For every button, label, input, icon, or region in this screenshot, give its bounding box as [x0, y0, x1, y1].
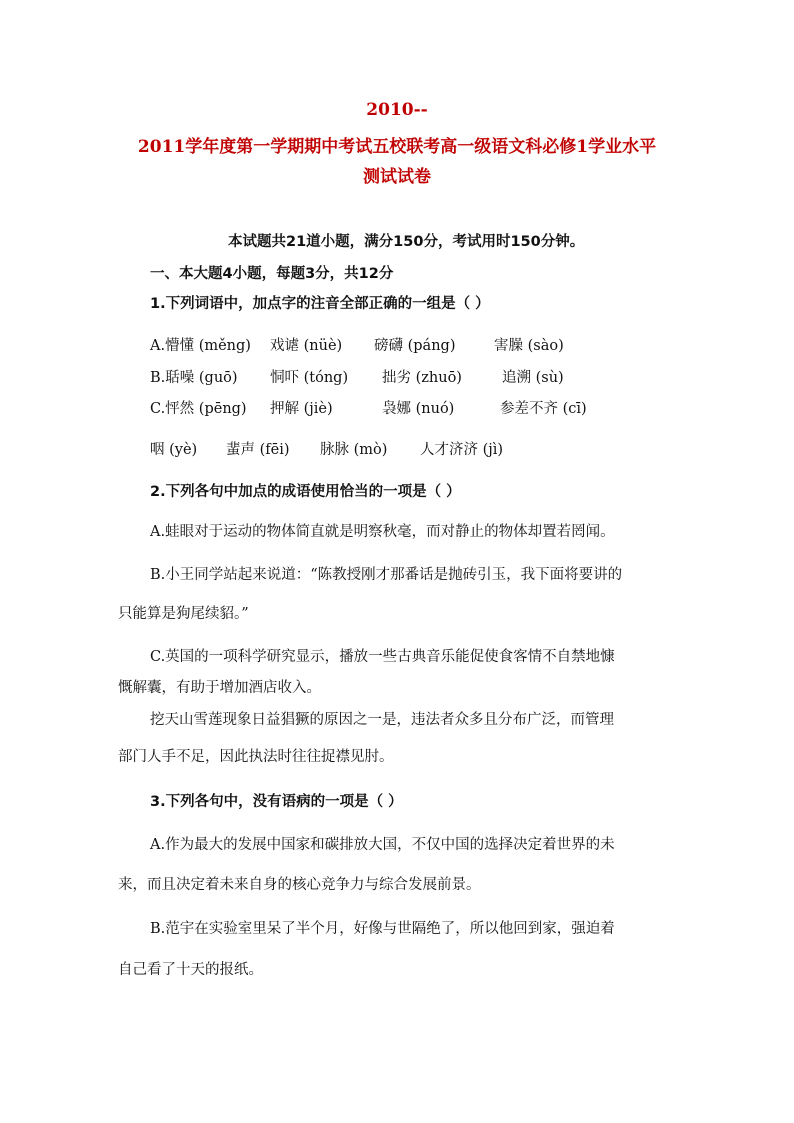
option-item: 押解 (jiè) [270, 401, 333, 417]
exam-title-line2: 2011学年度第一学期期中考试五校联考高一级语文科必修1学业水平 [137, 137, 657, 157]
exam-title-line3: 测试试卷 [363, 167, 431, 187]
exam-title-line1: 2010-- [366, 100, 428, 120]
option-item: 拙劣 (zhuō) [382, 370, 462, 386]
option-item: 人才济济 (jì) [420, 442, 504, 458]
question-2-option-c: C.英国的一项科学研究显示，播放一些古典音乐能促使食客情不自禁地慷 [150, 649, 615, 665]
option-item: 恫吓 (tóng) [270, 370, 349, 386]
question-1-stem: 1.下列词语中，加点字的注音全部正确的一组是（ ） [150, 296, 490, 312]
option-item: C.怦然 (pēng) [150, 401, 247, 417]
option-item: 追溯 (sù) [502, 370, 564, 386]
question-2-option-b: B.小王同学站起来说道：“陈教授刚才那番话是抛砖引玉，我下面将要讲的 [150, 567, 623, 583]
option-item: 脉脉 (mò) [320, 442, 388, 458]
question-2-option-a: A.蛙眼对于运动的物体简直就是明察秋毫，而对静止的物体却置若罔闻。 [150, 524, 615, 540]
question-3-option-a: A.作为最大的发展中国家和碳排放大国，不仅中国的选择决定着世界的未 [150, 837, 615, 853]
option-item: A.懵懂 (měng) [150, 338, 251, 354]
question-3-option-b-cont: 自己看了十天的报纸。 [118, 962, 263, 978]
option-item: B.聒噪 (guō) [150, 370, 238, 386]
question-3-option-a-cont: 来，而且决定着未来自身的核心竞争力与综合发展前景。 [118, 877, 481, 893]
question-3-stem: 3.下列各句中，没有语病的一项是（ ） [150, 794, 403, 810]
question-3-option-b: B.范宇在实验室里呆了半个月，好像与世隔绝了，所以他回到家，强迫着 [150, 921, 615, 937]
option-item: 害臊 (sào) [494, 338, 564, 354]
option-item: 磅礴 (páng) [374, 338, 456, 354]
option-item: 戏谑 (nüè) [270, 338, 343, 354]
question-2-stem: 2.下列各句中加点的成语使用恰当的一项是（ ） [150, 484, 461, 500]
question-2-option-b-cont: 只能算是狗尾续貂。” [118, 606, 249, 622]
option-item: 咽 (yè) [150, 442, 198, 458]
question-2-option-d: 挖天山雪莲现象日益猖獗的原因之一是，违法者众多且分布广泛，而管理 [150, 712, 614, 728]
question-2-option-c-cont: 慨解囊，有助于增加酒店收入。 [118, 680, 321, 696]
section-heading: 一、本大题4小题，每题3分，共12分 [150, 266, 394, 282]
option-item: 袅娜 (nuó) [382, 401, 455, 417]
option-item: 蜚声 (fēi) [226, 442, 290, 458]
option-item: 参差不齐 (cī) [500, 401, 587, 417]
question-2-option-d-cont: 部门人手不足，因此执法时往往捉襟见肘。 [118, 749, 394, 765]
exam-intro: 本试题共21道小题，满分150分，考试用时150分钟。 [228, 234, 585, 250]
